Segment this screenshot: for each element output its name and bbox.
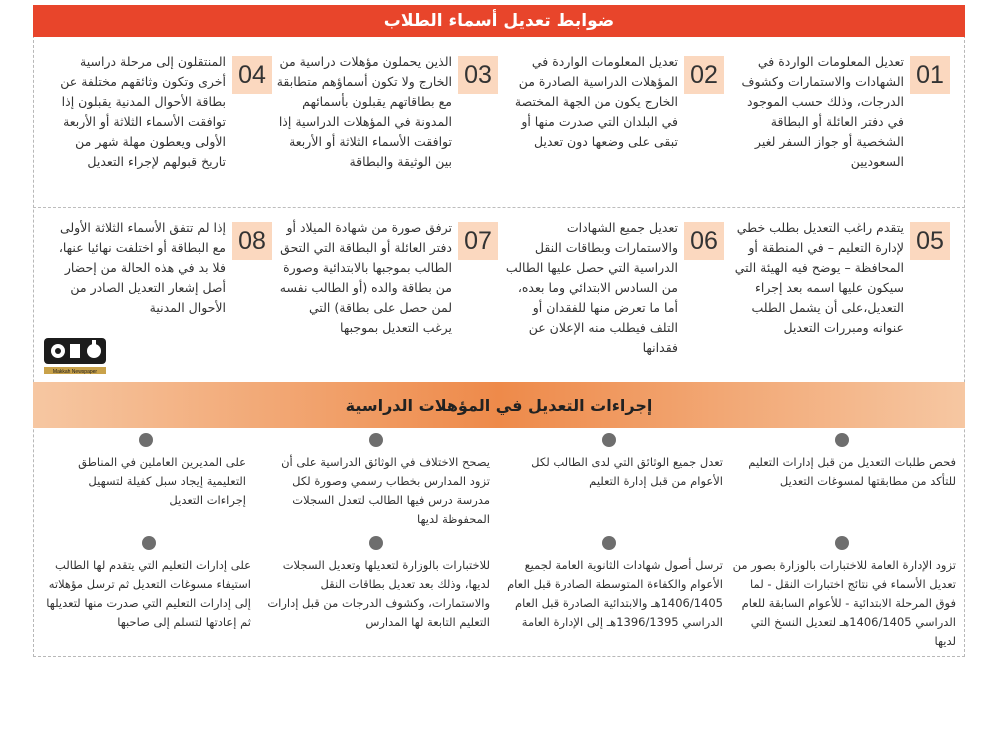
makkah-newspaper-logo	[44, 336, 108, 380]
rule-item-01	[728, 52, 954, 194]
rules-row-2	[48, 218, 954, 378]
rule-item-02	[502, 52, 728, 194]
rules-row-1	[48, 52, 954, 194]
logo-mark-shape	[70, 344, 80, 358]
step-dot	[835, 433, 849, 447]
logo-caption: Makkah Newspaper	[52, 369, 98, 375]
page-title: ضوابط تعديل أسماء الطلاب	[33, 5, 965, 37]
rule-text: المنتقلون إلى مرحلة دراسية أخرى وتكون وثائقهم مختلفة عن بطاقة الأحوال المدنية يقبلون إذا توافقت الأسماء الثلاثة أو الأربعة الأولى ويعطون مهلة شهر من تاريخ قبولهم لإجراء التعديل	[60, 54, 226, 169]
rule-number: 06	[684, 222, 724, 260]
rule-text: تعديل المعلومات الواردة في الشهادات والاستمارات وكشوف الدرجات، وذلك حسب الموجود في دفتر العائلة أو البطاقة الشخصية أو جواز السفر لغير السعوديين	[741, 54, 904, 169]
step-text: ترسل أصول شهادات الثانوية العامة لجميع الأعوام والكفاءة المتوسطة الصادرة قبل العام 1406/1405هـ والابتدائية الصادرة قبل العام الدراسي 1396/1395هـ إلى الإدارة العامة	[507, 558, 723, 629]
rule-item-06	[502, 218, 728, 378]
procedure-step	[262, 433, 490, 529]
logo-mark-shape	[92, 340, 96, 346]
rule-number: 02	[684, 56, 724, 94]
step-dot	[602, 536, 616, 550]
rule-text: إذا لم تتفق الأسماء الثلاثة الأولى مع البطاقة أو اختلفت نهائيا عنها، فلا بد في هذه الحالة من إحضار أصل إشعار التعديل الصادر من الأحوال المدنية	[58, 220, 226, 315]
procedure-step	[495, 433, 723, 491]
step-text: تزود الإدارة العامة للاختبارات بالوزارة بصور من تعديل الأسماء في نتائج اختبارات النقل - لما فوق المرحلة الابتدائية - للأعوام السابقة للعام الدراسي 1406/1405هـ لتعديل النسخ التي لديها	[732, 558, 956, 648]
procedure-step	[46, 433, 246, 510]
rule-text: تعديل المعلومات الواردة في المؤهلات الدراسية الصادرة من الخارج يكون من الجهة المختصة في البلدان التي صدرت منها أو تبقى على وضعها دون تعديل	[514, 54, 678, 149]
procedure-step	[728, 433, 956, 491]
rule-item-07	[276, 218, 502, 378]
step-text: تعدل جميع الوثائق التي لدى الطالب لكل الأعوام من قبل إدارة التعليم	[531, 455, 723, 488]
logo-mark-shape	[87, 344, 101, 358]
rule-number: 05	[910, 222, 950, 260]
rule-item-04	[50, 52, 276, 194]
step-text: على إدارات التعليم التي يتقدم لها الطالب استيفاء مسوغات التعديل ثم ترسل مؤهلاته إلى إدارات التعليم التي صدرت منها لتعديلها ثم إعادتها لتسلم إلى صاحبها	[46, 558, 251, 629]
rule-number: 08	[232, 222, 272, 260]
rule-number: 03	[458, 56, 498, 94]
step-dot	[602, 433, 616, 447]
step-dot	[835, 536, 849, 550]
procedure-step	[728, 536, 956, 651]
step-text: للاختبارات بالوزارة لتعديلها وتعديل السجلات لديها، وذلك بعد تعديل بطاقات النقل والاستمارات، وكشوف الدرجات من قبل إدارات التعليم التابعة لها المدارس	[267, 558, 490, 629]
rule-text: ترفق صورة من شهادة الميلاد أو دفتر العائلة أو البطاقة التي التحق الطالب بموجبها بالابتدائية وصورة من بطاقة والده (أو الطالب نفسه لمن حصل على بطاقة) التي يرغب التعديل بموجبها	[279, 220, 452, 335]
step-dot	[139, 433, 153, 447]
rule-number: 04	[232, 56, 272, 94]
step-dot	[369, 536, 383, 550]
rule-item-03	[276, 52, 502, 194]
divider	[33, 207, 965, 208]
section-title: إجراءات التعديل في المؤهلات الدراسية	[33, 382, 965, 428]
procedure-step	[495, 536, 723, 632]
step-dot	[369, 433, 383, 447]
step-text: على المديرين العاملين في المناطق التعليمية إيجاد سبل كفيلة لتسهيل إجراءات التعديل	[78, 455, 246, 507]
rule-text: تعديل جميع الشهادات والاستمارات وبطاقات النقل الدراسية التي حصل عليها الطالب من السادس الابتدائي وما بعده، أما ما تعرض منها للفقدان أو التلف فيطلب منه الإعلان عن فقدانها	[505, 220, 678, 355]
rule-item-05	[728, 218, 954, 378]
procedure-step	[46, 536, 251, 632]
procedure-step	[262, 536, 490, 632]
step-dot	[142, 536, 156, 550]
step-text: فحص طلبات التعديل من قبل إدارات التعليم للتأكد من مطابقتها لمسوغات التعديل	[748, 455, 956, 488]
rule-number: 01	[910, 56, 950, 94]
rule-text: يتقدم راغب التعديل بطلب خطي لإدارة التعليم – في المنطقة أو المحافظة – يوضح فيه الهيئة التي سيكون عليها اسمه بعد إجراء التعديل،على أن يشمل الطلب عنوانه ومبررات التعديل	[734, 220, 904, 335]
rule-text: الذين يحملون مؤهلات دراسية من الخارج ولا تكون أسماؤهم متطابقة مع بطاقاتهم يقبلون بأسمائهم المدونة في المؤهلات الدراسية إذا توافقت الأسماء الثلاثة أو الأربعة بين الوثيقة والبطاقة	[276, 54, 452, 169]
step-text: يصحح الاختلاف في الوثائق الدراسية على أن تزود المدارس بخطاب رسمي وصورة لكل مدرسة درس فيها الطالب لتعدل السجلات المحفوظة لديها	[281, 455, 490, 526]
rule-number: 07	[458, 222, 498, 260]
logo-mark-shape	[55, 348, 61, 354]
